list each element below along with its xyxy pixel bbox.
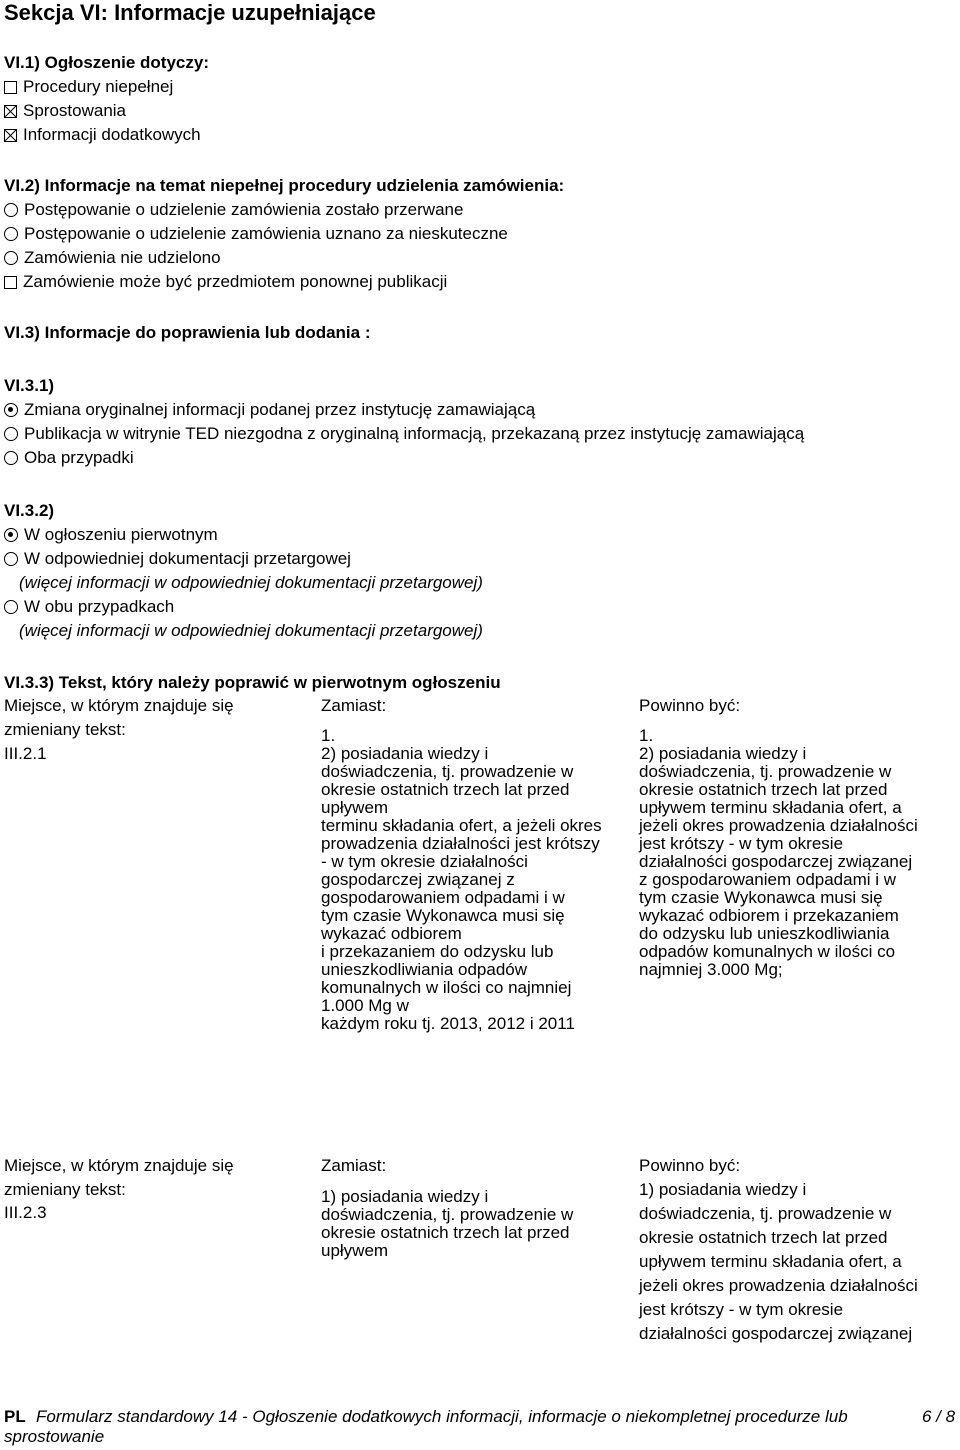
checkbox-unchecked-icon[interactable] — [4, 81, 17, 94]
vi31-options — [4, 398, 804, 470]
vi31-heading: VI.3.1) — [4, 376, 55, 395]
block2-should-label: Powinno być: — [639, 1156, 741, 1175]
block1-instead-label: Zamiast: — [321, 696, 387, 715]
vi31-radio-zmiana[interactable] — [4, 398, 804, 422]
vi2-radio-nie-udzielono[interactable] — [4, 246, 508, 270]
checkbox-unchecked-icon[interactable] — [4, 276, 17, 289]
block2-place-label: Miejsce, w którym znajduje się zmieniany tekst: — [4, 1156, 234, 1199]
radio-unchecked-icon[interactable] — [4, 251, 18, 265]
radio-unchecked-icon[interactable] — [4, 600, 18, 614]
vi1-option-procedury[interactable] — [4, 75, 201, 99]
vi3-heading: VI.3) Informacje do poprawienia lub dodania : — [4, 323, 371, 342]
block2-should-text: 1) posiadania wiedzy i doświadczenia, tj. prowadzenie w okresie ostatnich trzech lat przed upływem terminu składania ofert, a jeżeli okres prowadzenia działalności jest krótszy - w tym okresie działalności gospodarczej związanej — [639, 1180, 918, 1343]
vi33-heading: VI.3.3) Tekst, który należy poprawić w pierwotnym ogłoszeniu — [4, 673, 501, 692]
vi1-option-label: Informacji dodatkowych — [23, 125, 201, 144]
radio-unchecked-icon[interactable] — [4, 451, 18, 465]
vi32-note: (więcej informacji w odpowiedniej dokumentacji przetargowej) — [19, 621, 483, 640]
block1-place-label: Miejsce, w którym znajduje się zmieniany tekst: — [4, 696, 234, 739]
vi2-radio-label: Zamówienia nie udzielono — [24, 248, 221, 267]
vi32-radio-dokumentacja[interactable] — [4, 547, 483, 571]
vi1-option-sprostowania[interactable] — [4, 99, 201, 123]
footer-title-cont: sprostowanie — [4, 1427, 105, 1446]
vi2-radio-nieskuteczne[interactable] — [4, 222, 508, 246]
checkbox-checked-icon[interactable] — [4, 129, 17, 142]
block1-should-label: Powinno być: — [639, 696, 741, 715]
vi2-heading: VI.2) Informacje na temat niepełnej procedury udzielenia zamówienia: — [4, 176, 565, 195]
vi32-note: (więcej informacji w odpowiedniej dokumentacji przetargowej) — [19, 573, 483, 592]
vi2-checkbox-ponowna-publikacja[interactable] — [4, 270, 508, 294]
vi1-heading: VI.1) Ogłoszenie dotyczy: — [4, 53, 209, 72]
vi31-radio-label: Zmiana oryginalnej informacji podanej przez instytucję zamawiającą — [24, 400, 536, 419]
vi32-options — [4, 523, 483, 643]
radio-unchecked-icon[interactable] — [4, 427, 18, 441]
vi32-radio-label: W ogłoszeniu pierwotnym — [24, 525, 218, 544]
vi32-radio-oba[interactable] — [4, 595, 483, 619]
vi2-radio-label: Postępowanie o udzielenie zamówienia zostało przerwane — [24, 200, 464, 219]
vi1-option-informacji[interactable] — [4, 123, 201, 147]
block2-instead-text: 1) posiadania wiedzy i doświadczenia, tj. prowadzenie w okresie ostatnich trzech lat przed upływem — [321, 1187, 574, 1260]
vi31-radio-oba[interactable] — [4, 446, 804, 470]
radio-unchecked-icon[interactable] — [4, 227, 18, 241]
block1-instead-text: 1. 2) posiadania wiedzy i doświadczenia, tj. prowadzenie w okresie ostatnich trzech lat przed upływem terminu składania ofert, a jeżeli okres prowadzenia działalności jest krótszy - w tym okresie działalności gospodarczej związanej z gospodarowaniem odpadami i w tym czasie Wykonawca musi się wykazać odbiorem i przekazaniem do odzysku lub unieszkodliwiania odpadów komunalnych w ilości co najmniej 1.000 Mg w każdym roku tj. 2013, 2012 i 2011 — [321, 726, 602, 1033]
vi31-radio-ted[interactable] — [4, 422, 804, 446]
checkbox-checked-icon[interactable] — [4, 105, 17, 118]
vi2-options — [4, 198, 508, 294]
vi32-radio-label: W obu przypadkach — [24, 597, 175, 616]
footer-title: Formularz standardowy 14 - Ogłoszenie dodatkowych informacji, informacje o niekompletnej procedurze lub — [36, 1407, 848, 1426]
vi32-radio-label: W odpowiedniej dokumentacji przetargowej — [24, 549, 351, 568]
vi2-checkbox-label: Zamówienie może być przedmiotem ponownej publikacji — [23, 272, 448, 291]
radio-unchecked-icon[interactable] — [4, 203, 18, 217]
block2-place-value: III.2.3 — [4, 1203, 47, 1222]
radio-checked-icon[interactable] — [4, 528, 18, 542]
section-title: Sekcja VI: Informacje uzupełniające — [4, 0, 376, 25]
vi1-option-label: Sprostowania — [23, 101, 127, 120]
radio-unchecked-icon[interactable] — [4, 552, 18, 566]
footer-page-number: 6 / 8 — [922, 1407, 956, 1426]
radio-checked-icon[interactable] — [4, 403, 18, 417]
vi2-radio-label: Postępowanie o udzielenie zamówienia uznano za nieskuteczne — [24, 224, 508, 243]
vi31-radio-label: Publikacja w witrynie TED niezgodna z oryginalną informacją, przekazaną przez instytucję zamawiającą — [24, 424, 805, 443]
vi32-heading: VI.3.2) — [4, 501, 55, 520]
vi32-radio-ogloszenie[interactable] — [4, 523, 483, 547]
block2-instead-label: Zamiast: — [321, 1156, 387, 1175]
block1-place-value: III.2.1 — [4, 744, 47, 763]
block1-should-text: 1. 2) posiadania wiedzy i doświadczenia, tj. prowadzenie w okresie ostatnich trzech lat przed upływem terminu składania ofert, a jeżeli okres prowadzenia działalności jest krótszy - w tym okresie działalności gospodarczej związanej z gospodarowaniem odpadami i w tym czasie Wykonawca musi się wykazać odbiorem i przekazaniem do odzysku lub unieszkodliwiania odpadów komunalnych w ilości co najmniej 3.000 Mg; — [639, 726, 918, 979]
vi31-radio-label: Oba przypadki — [24, 448, 134, 467]
vi1-options — [4, 75, 201, 147]
footer-lang: PL — [4, 1407, 26, 1426]
vi2-radio-przerwane[interactable] — [4, 198, 508, 222]
vi1-option-label: Procedury niepełnej — [23, 77, 174, 96]
